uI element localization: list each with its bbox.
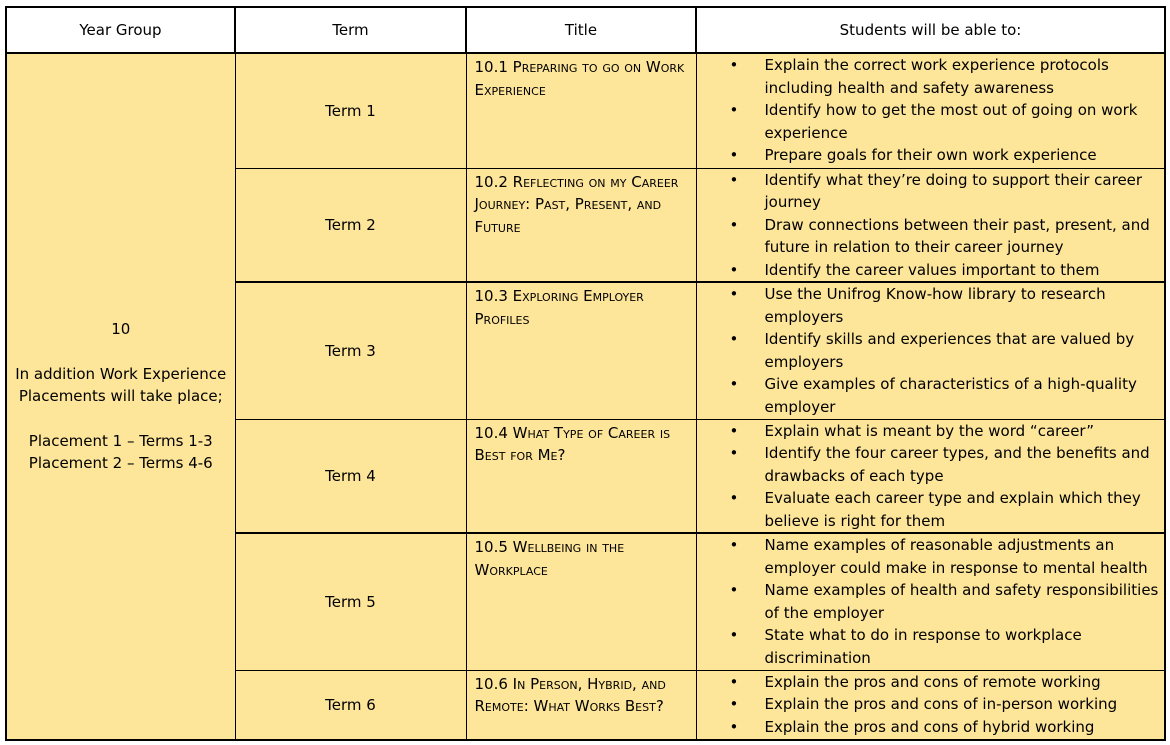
header-year-group: Year Group (6, 7, 235, 53)
header-term: Term (235, 7, 466, 53)
header-outcomes: Students will be able to: (696, 7, 1165, 53)
list-item: • Prepare goals for their own work experience (697, 144, 1161, 167)
list-item: • Use the Unifrog Know-how library to research employers (729, 285, 1106, 326)
bullet-icon: • (729, 672, 739, 691)
list-item: • Identify the four career types, and the benefits and drawbacks of each type (729, 444, 1150, 485)
bullet-icon: • (729, 170, 739, 189)
outcomes-cell (696, 533, 1165, 670)
list-item: • State what to do in response to workplace discrimination (729, 626, 1082, 667)
bullet-icon: • (729, 56, 739, 74)
bullet-icon: • (729, 285, 739, 303)
outcomes-list (697, 671, 1161, 739)
list-item: • Identify the career values important to them (697, 259, 1161, 282)
bullet-icon: • (729, 626, 739, 644)
list-item: • Name examples of health and safety responsibilities of the employer (729, 581, 1159, 622)
bullet-icon: • (729, 444, 739, 462)
list-item: • Evaluate each career type and explain which they believe is right for them (729, 489, 1141, 530)
curriculum-table (5, 6, 1166, 741)
year-note-line2: Placements will take place; (18, 387, 223, 406)
bullet-icon: • (729, 260, 739, 279)
list-item: • Name examples of reasonable adjustments an employer could make in response to mental health (729, 536, 1148, 577)
outcomes-list (697, 534, 1161, 669)
outcomes-cell (696, 168, 1165, 282)
placement-1: Placement 1 – Terms 1-3 (28, 431, 213, 450)
bullet-icon: • (729, 330, 739, 348)
bullet-icon: • (729, 375, 739, 393)
header-row (6, 7, 1165, 53)
list-item: • Explain the correct work experience protocols including health and safety awareness (729, 56, 1109, 97)
bullet-icon: • (729, 717, 739, 736)
list-item: • Explain the pros and cons of in-person working (697, 693, 1161, 716)
outcomes-list (697, 54, 1161, 167)
table-row (6, 53, 1165, 168)
title-cell: 10.3 Exploring Employer Profiles (466, 282, 696, 419)
outcomes-cell (696, 670, 1165, 740)
bullet-icon: • (729, 581, 739, 599)
list-item: • Identify what they’re doing to support their career journey (729, 170, 1143, 211)
curriculum-table-wrapper (5, 6, 1166, 741)
term-cell: Term 2 (235, 168, 466, 282)
year-number: 10 (111, 320, 131, 339)
term-cell: Term 5 (235, 533, 466, 670)
title-cell: 10.6 In Person, Hybrid, and Remote: What Works Best? (466, 670, 696, 740)
title-cell: 10.2 Reflecting on my Career Journey: Past, Present, and Future (466, 168, 696, 282)
list-item: • Identify skills and experiences that are valued by employers (729, 330, 1135, 371)
bullet-icon: • (729, 146, 739, 164)
outcomes-cell (696, 282, 1165, 419)
list-item: • Explain what is meant by the word “career” (697, 420, 1161, 443)
outcomes-list (697, 283, 1161, 418)
bullet-icon: • (729, 421, 739, 440)
list-item: • Explain the pros and cons of remote working (697, 671, 1161, 694)
title-cell: 10.1 Preparing to go on Work Experience (466, 53, 696, 168)
list-item: • Draw connections between their past, present, and future in relation to their career journey (729, 215, 1150, 256)
bullet-icon: • (729, 695, 739, 713)
term-cell: Term 1 (235, 53, 466, 168)
outcomes-list (697, 169, 1161, 282)
title-cell: 10.5 Wellbeing in the Workplace (466, 533, 696, 670)
bullet-icon: • (729, 215, 739, 234)
outcomes-cell (696, 419, 1165, 533)
term-cell: Term 3 (235, 282, 466, 419)
list-item: • Identify how to get the most out of going on work experience (729, 101, 1138, 142)
outcomes-list (697, 420, 1161, 533)
term-cell: Term 4 (235, 419, 466, 533)
year-group-cell (6, 53, 235, 740)
header-title: Title (466, 7, 696, 53)
bullet-icon: • (729, 101, 739, 119)
bullet-icon: • (729, 489, 739, 507)
outcomes-cell (696, 53, 1165, 168)
year-note-line1: In addition Work Experience (15, 364, 227, 383)
list-item: • Give examples of characteristics of a high-quality employer (729, 375, 1137, 416)
term-cell: Term 6 (235, 670, 466, 740)
placement-2: Placement 2 – Terms 4-6 (28, 454, 213, 473)
bullet-icon: • (729, 536, 739, 554)
list-item: • Explain the pros and cons of hybrid working (697, 716, 1161, 739)
title-cell: 10.4 What Type of Career is Best for Me? (466, 419, 696, 533)
